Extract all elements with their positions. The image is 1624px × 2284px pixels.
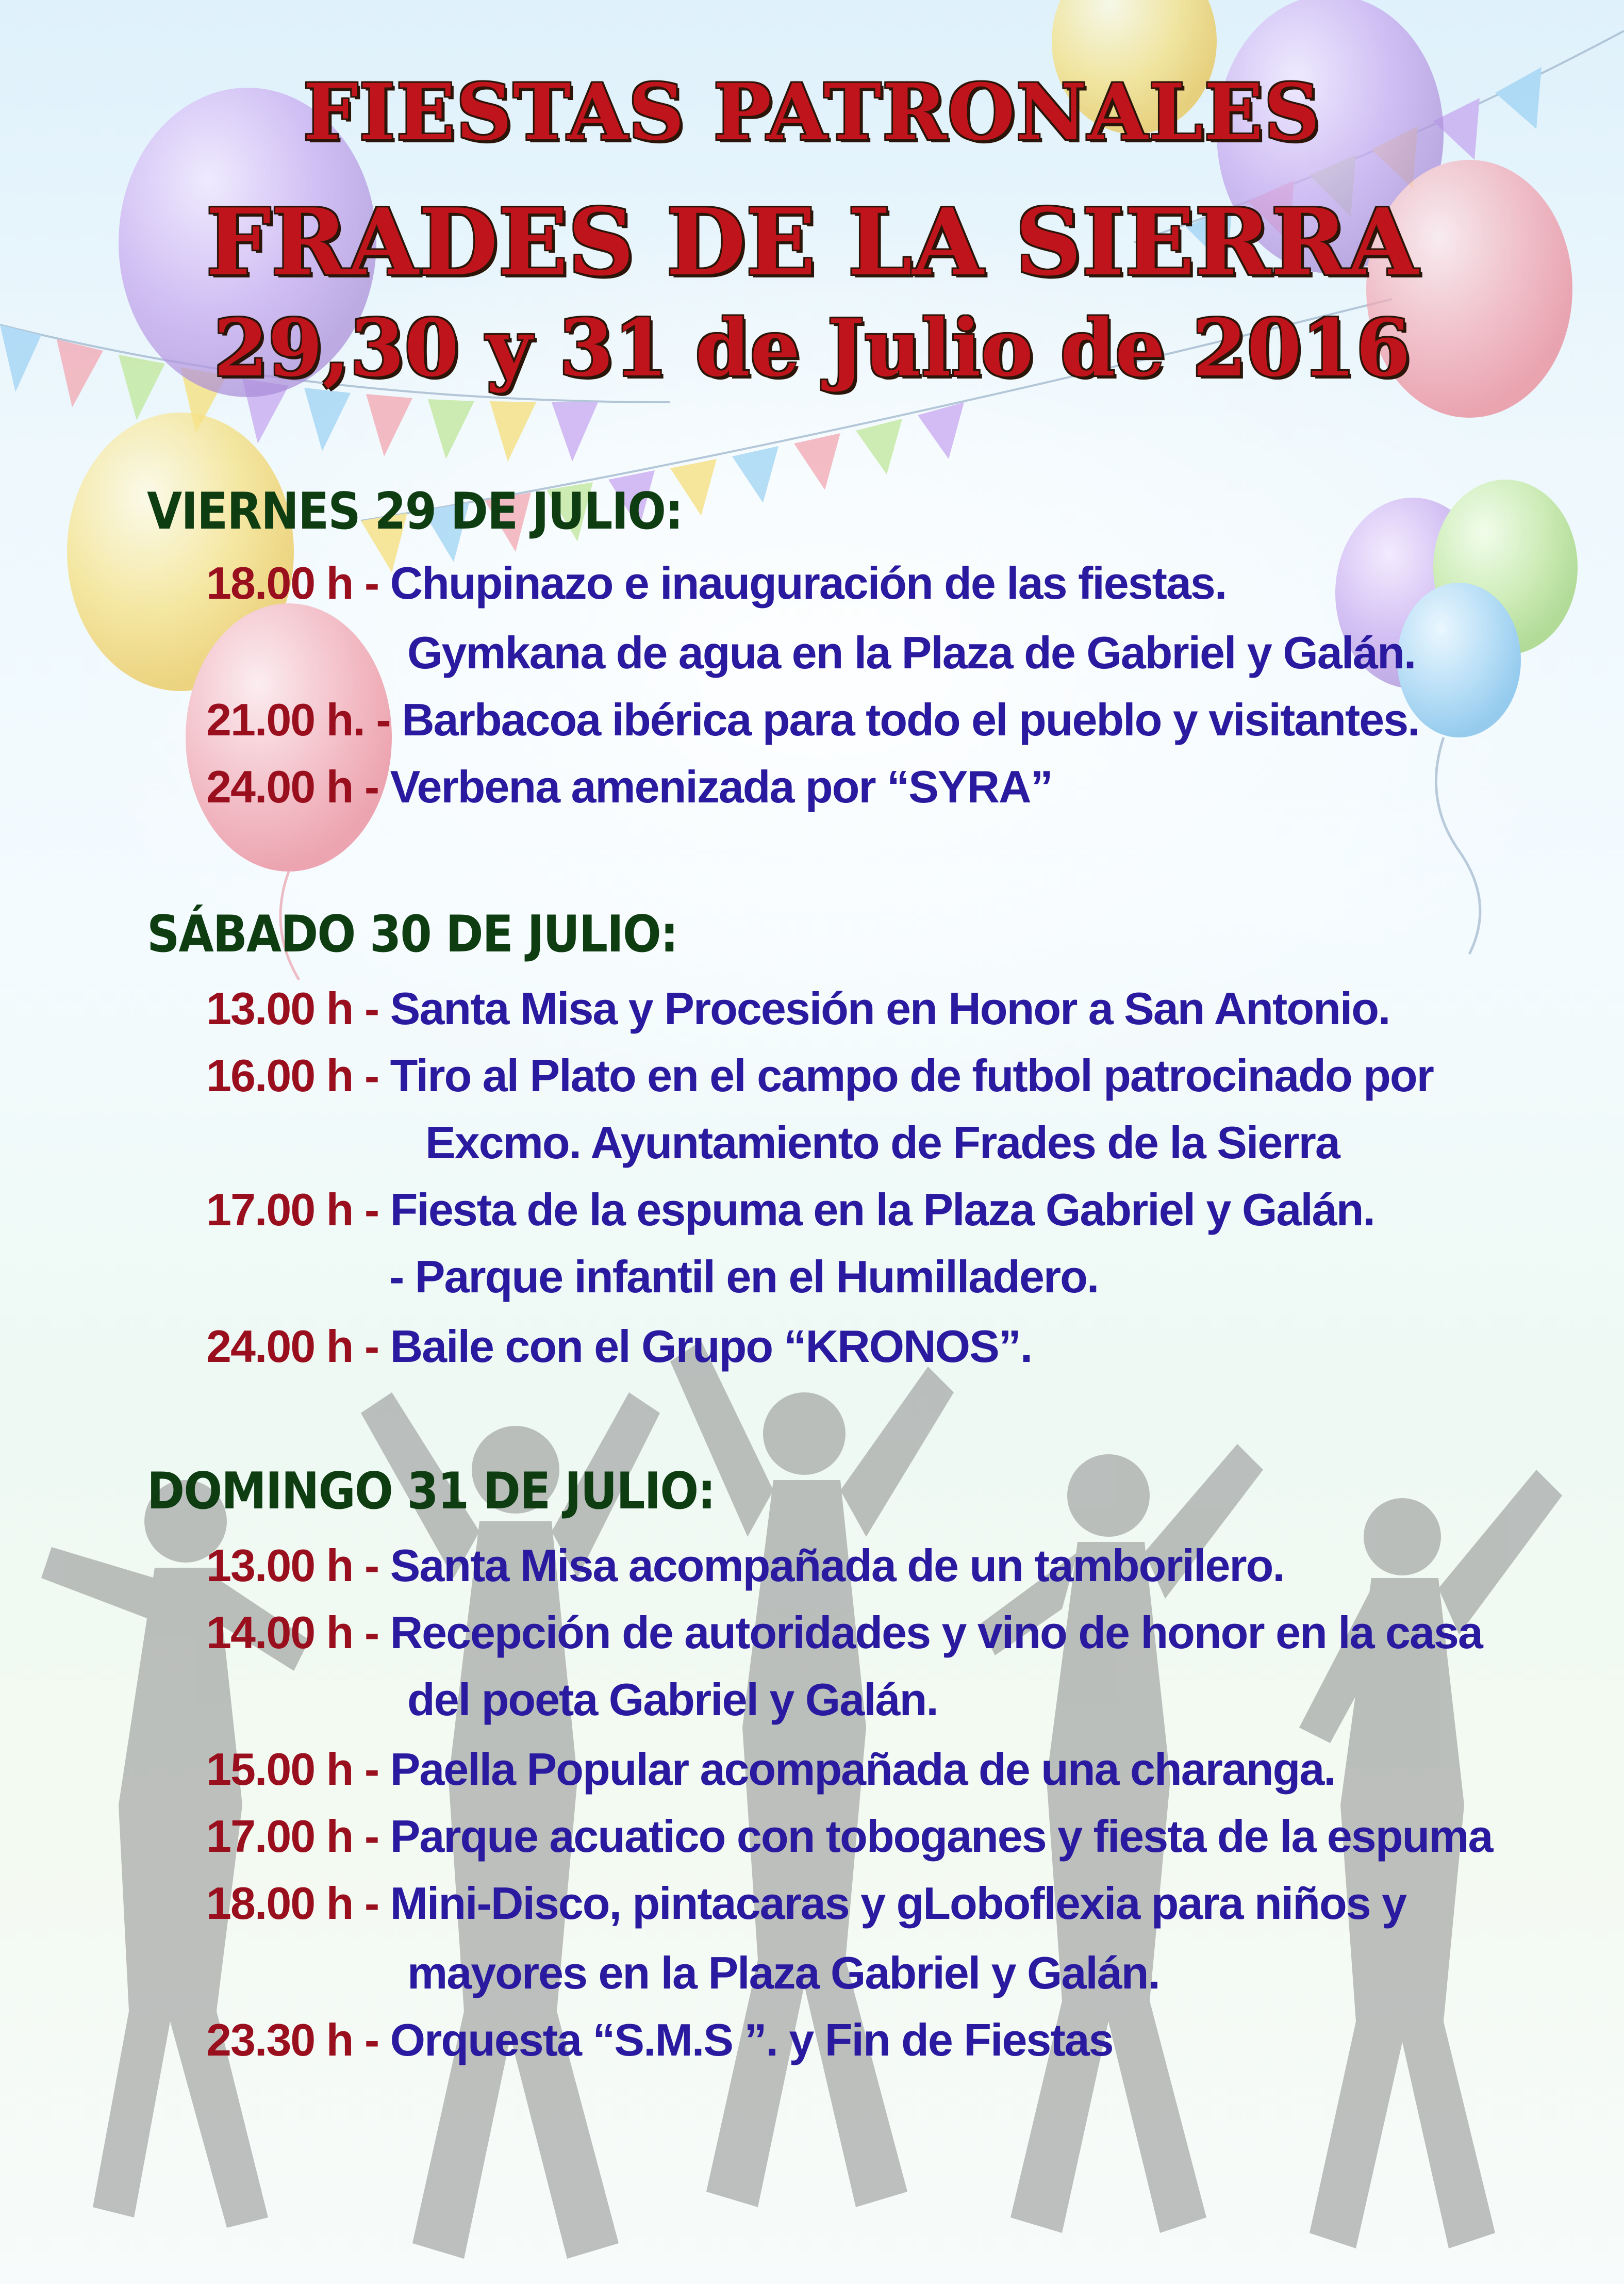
event-text: Excmo. Ayuntamiento de Frades de la Sierra <box>425 1117 1339 1168</box>
event-text: Paella Popular acompañada de una charanga. <box>390 1744 1335 1795</box>
event-line <box>206 2014 1113 2066</box>
event-text: Santa Misa y Procesión en Honor a San Antonio. <box>390 983 1390 1034</box>
event-text: Baile con el Grupo “KRONOS”. <box>390 1321 1032 1372</box>
event-text: mayores en la Plaza Gabriel y Galán. <box>407 1947 1159 1998</box>
event-line <box>206 761 1052 813</box>
event-time: 23.30 h - <box>206 2014 390 2065</box>
day-heading-domingo: DOMINGO 31 DE JULIO: <box>147 1462 715 1521</box>
event-line <box>206 1184 1374 1236</box>
event-time: 15.00 h - <box>206 1744 390 1795</box>
event-line <box>206 557 1226 610</box>
event-line <box>407 627 1415 679</box>
event-text: Mini-Disco, pintacaras y gLoboflexia para niños y <box>390 1878 1406 1929</box>
event-time: 18.00 h - <box>206 557 390 609</box>
day-heading-viernes: VIERNES 29 DE JULIO: <box>147 482 683 541</box>
event-time: 17.00 h - <box>206 1811 390 1862</box>
event-line <box>206 1743 1335 1796</box>
event-text: del poeta Gabriel y Galán. <box>407 1674 938 1725</box>
event-text: Recepción de autoridades y vino de honor en la casa <box>390 1607 1482 1658</box>
event-time: 18.00 h - <box>206 1878 390 1929</box>
event-text: Verbena amenizada por “SYRA” <box>390 761 1052 812</box>
event-text: - Parque infantil en el Humilladero. <box>389 1251 1099 1302</box>
event-line <box>206 982 1390 1035</box>
title-dates: 29,30 y 31 de Julio de 2016 <box>213 302 1411 394</box>
event-time: 14.00 h - <box>206 1607 390 1658</box>
event-text: Gymkana de agua en la Plaza de Gabriel y Galán. <box>407 627 1416 678</box>
event-text: Orquesta “S.M.S ”. y Fin de Fiestas <box>390 2014 1113 2065</box>
event-text: Chupinazo e inauguración de las fiestas. <box>390 557 1227 609</box>
event-line <box>206 1810 1492 1863</box>
title-town-name: FRADES DE LA SIERRA <box>206 188 1418 296</box>
event-line <box>206 1049 1433 1102</box>
event-line <box>407 1673 938 1726</box>
event-text: Fiesta de la espuma en la Plaza Gabriel y Galán. <box>390 1184 1374 1235</box>
event-time: 13.00 h - <box>206 1540 390 1591</box>
event-text: Barbacoa ibérica para todo el pueblo y visitantes. <box>402 694 1419 745</box>
event-line <box>407 1947 1159 1999</box>
event-line <box>206 1606 1482 1659</box>
event-text: Parque acuatico con toboganes y fiesta de la espuma <box>390 1811 1493 1862</box>
event-line <box>206 1539 1284 1592</box>
event-line <box>206 1877 1406 1930</box>
event-text: Tiro al Plato en el campo de futbol patrocinado por <box>390 1050 1433 1101</box>
event-line <box>425 1116 1339 1169</box>
event-time: 24.00 h - <box>206 1321 390 1372</box>
title-fiestas-patronales: FIESTAS PATRONALES <box>303 67 1321 158</box>
day-heading-sabado: SÁBADO 30 DE JULIO: <box>147 905 677 964</box>
event-line <box>206 1320 1032 1373</box>
event-time: 17.00 h - <box>206 1184 390 1235</box>
event-line <box>389 1251 1098 1303</box>
event-time: 21.00 h. - <box>206 694 402 745</box>
event-text: Santa Misa acompañada de un tamborilero. <box>390 1540 1284 1591</box>
event-time: 16.00 h - <box>206 1050 390 1101</box>
event-line <box>206 694 1419 746</box>
event-time: 13.00 h - <box>206 983 390 1034</box>
event-time: 24.00 h - <box>206 761 390 812</box>
